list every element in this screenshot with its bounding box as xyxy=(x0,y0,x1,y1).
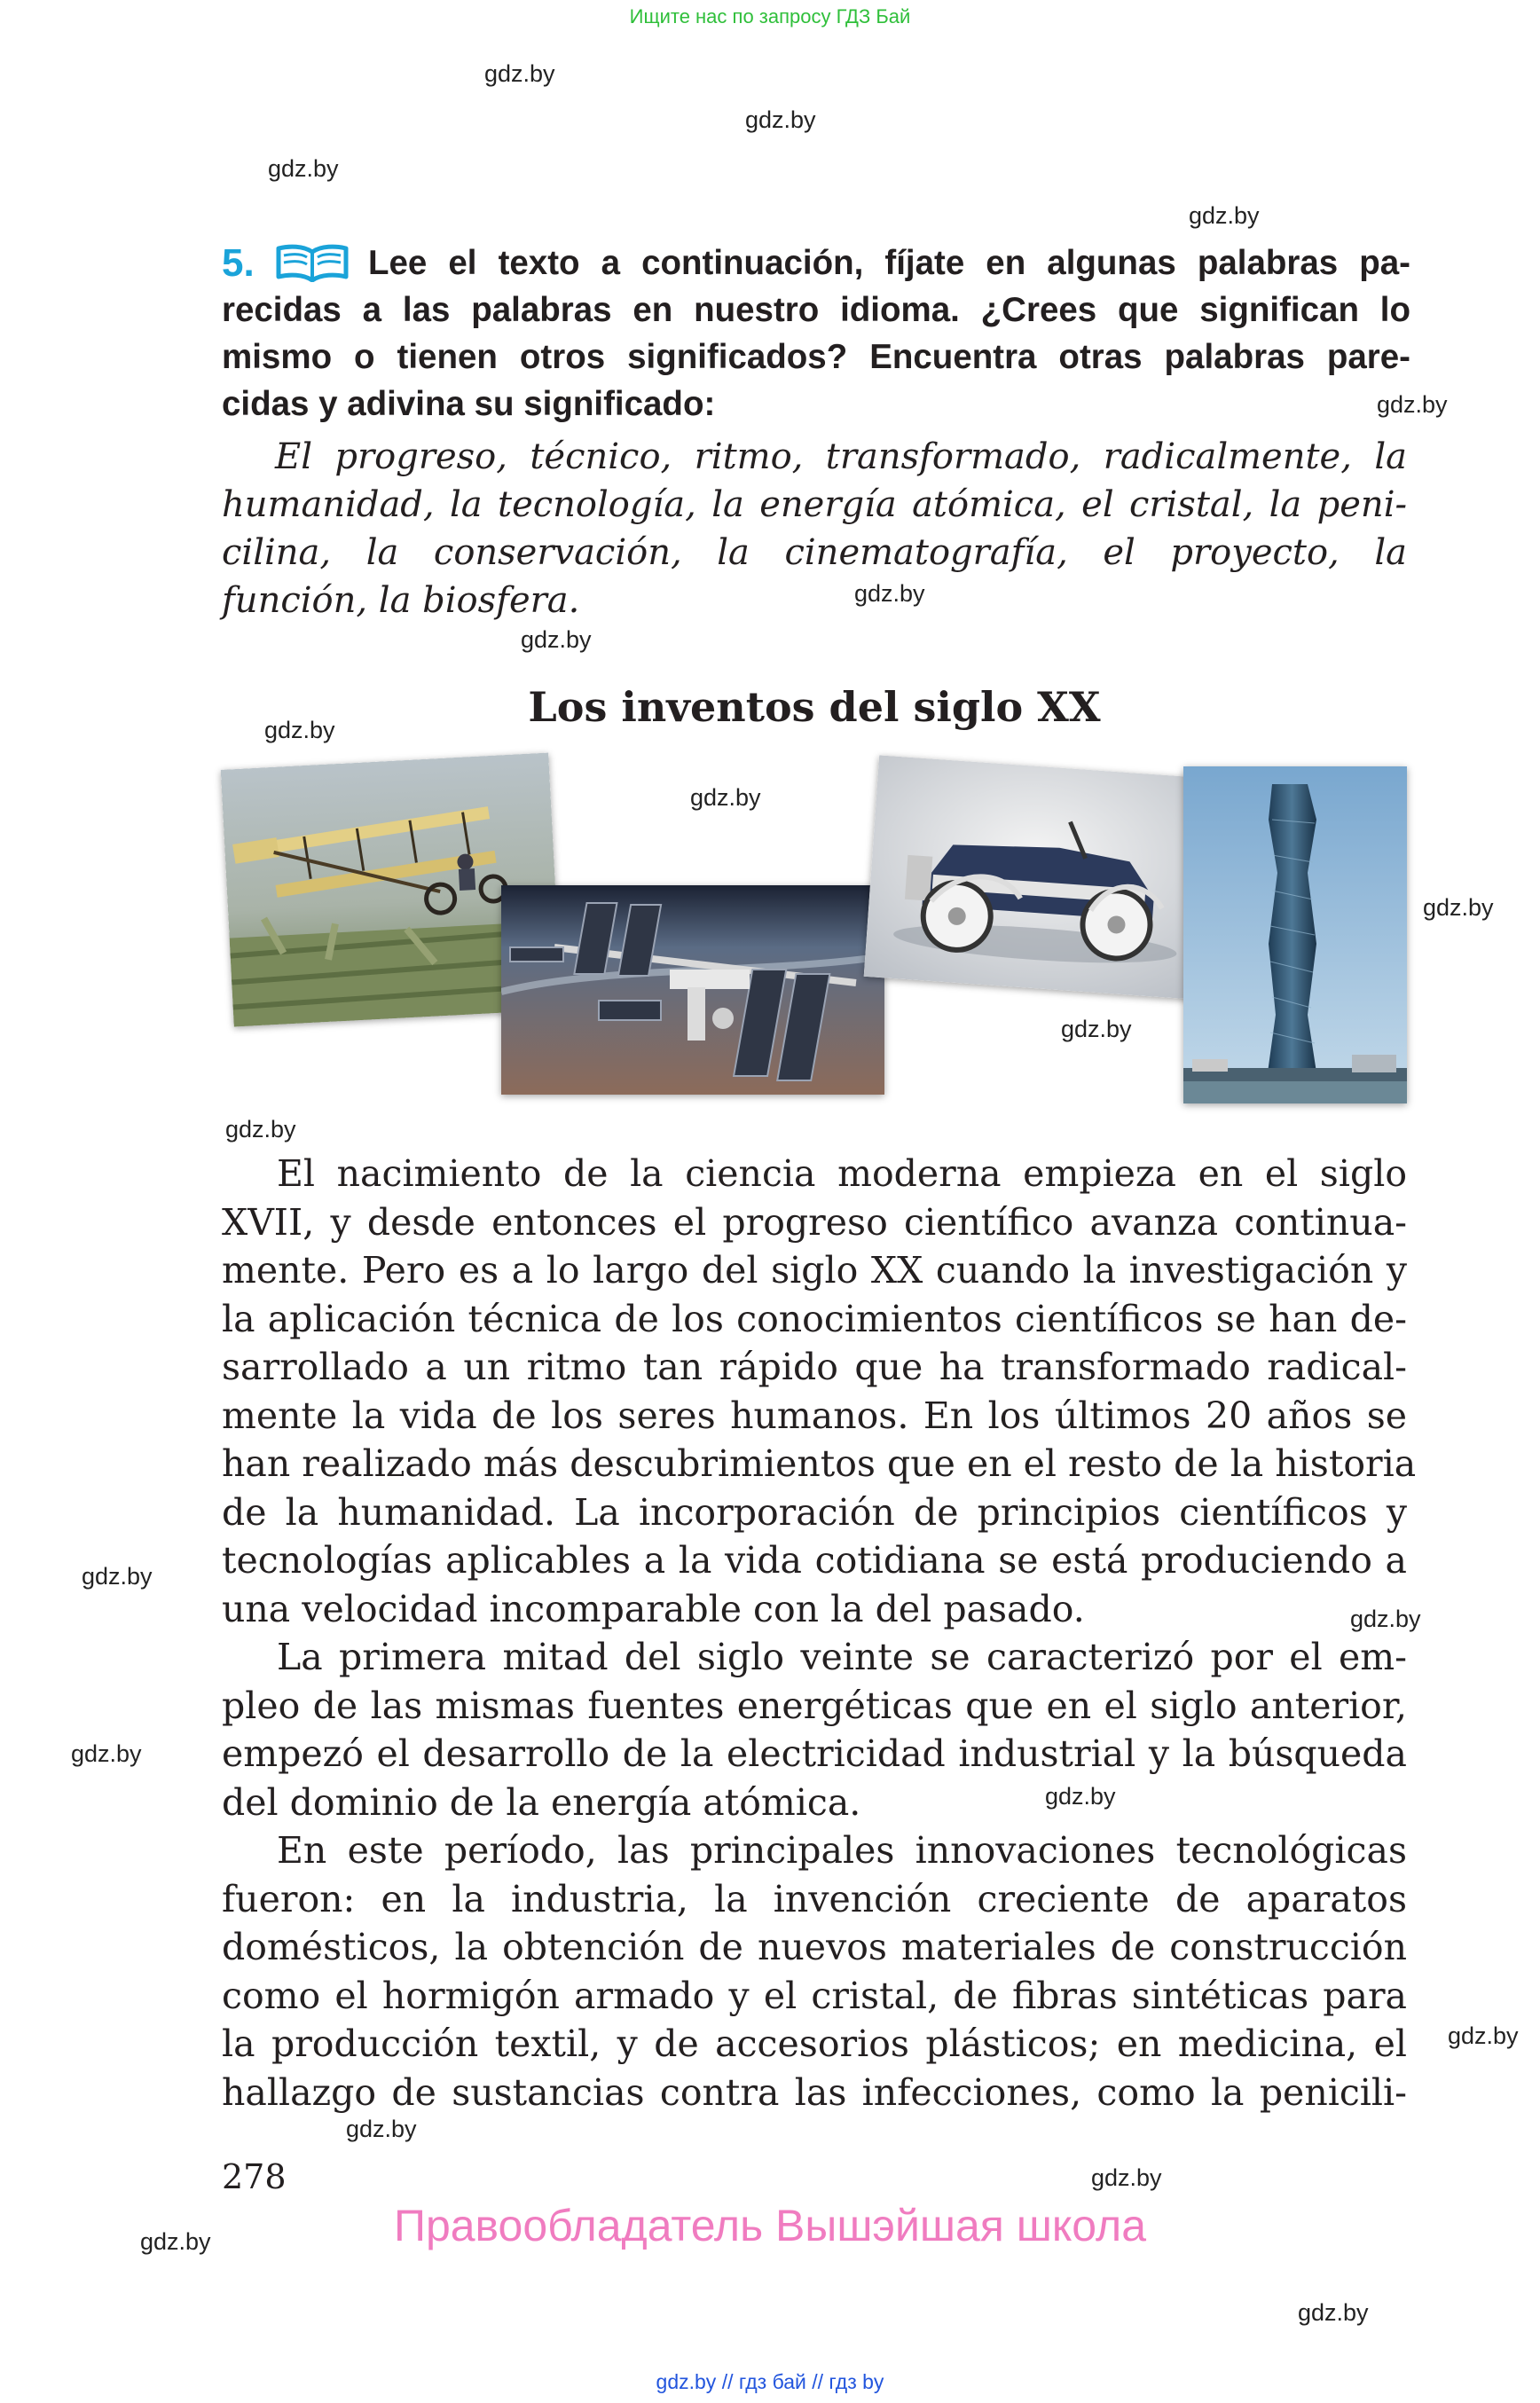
text-line: de la humanidad. La incorporación de principios científicos y xyxy=(222,1490,1407,1534)
watermark: gdz.by xyxy=(484,60,555,87)
text-line: pleo de las mismas fuentes energéticas que en el siglo anterior, xyxy=(222,1684,1407,1727)
watermark: gdz.by xyxy=(1091,2164,1162,2191)
watermark: gdz.by xyxy=(71,1740,142,1767)
watermark: gdz.by xyxy=(1045,1783,1116,1810)
task-line: cidas y adivina su significado: xyxy=(222,385,716,423)
watermark: gdz.by xyxy=(854,580,925,607)
watermark: gdz.by xyxy=(264,717,335,743)
footer-links[interactable]: gdz.by // гдз бай // гдз by xyxy=(656,2370,884,2393)
text-line: domésticos, la obtención de nuevos materiales de construcción xyxy=(222,1926,1407,1968)
task-5 xyxy=(222,240,1410,428)
watermark: gdz.by xyxy=(1448,2022,1519,2049)
text-line: del dominio de la energía atómica. xyxy=(222,1780,861,1824)
task-number: 5. xyxy=(222,241,255,285)
watermark: gdz.by xyxy=(1350,1606,1421,1632)
text-line: la producción textil, y de accesorios plásticos; en medicina, el xyxy=(222,2022,1407,2065)
watermark: gdz.by xyxy=(1189,202,1260,229)
watermark: gdz.by xyxy=(745,106,816,133)
text-line: hallazgo de sustancias contra las infecciones, como la penicili- xyxy=(222,2070,1407,2114)
word-list-line: función, la biosfera. xyxy=(222,580,580,621)
task-line: recidas a las palabras en nuestro idioma. ¿Crees que significan lo xyxy=(222,291,1410,329)
space-station-icon xyxy=(501,885,884,1095)
word-list-line: cilina, la conservación, la cinematografía, el proyecto, la xyxy=(222,532,1407,573)
watermark: gdz.by xyxy=(225,1116,296,1143)
watermark: gdz.by xyxy=(1377,391,1448,418)
text-line: La primera mitad del siglo veinte se caracterizó por el em- xyxy=(277,1636,1407,1678)
text-line: como el hormigón armado y el cristal, de fibras sintéticas para xyxy=(222,1974,1407,2017)
top-search-banner[interactable]: Ищите нас по запросу ГДЗ Бай xyxy=(629,5,911,27)
body-paragraph xyxy=(222,1150,1417,2116)
skyscraper-photo xyxy=(1183,766,1407,1103)
word-list-line: humanidad, la tecnología, la energía atómica, el cristal, la peni- xyxy=(222,484,1407,525)
text-line: mente la vida de los seres humanos. En los últimos 20 años se xyxy=(222,1394,1407,1437)
text-line: En este período, las principales innovaciones tecnológicas xyxy=(277,1829,1407,1872)
text-line: tecnologías aplicables a la vida cotidiana se está produciendo a xyxy=(222,1539,1407,1582)
copyright-footer: Правообладатель Вышэйшая школа xyxy=(394,2201,1146,2250)
text-line: XVII, y desde entonces el progreso científico avanza continua- xyxy=(222,1200,1407,1244)
watermark: gdz.by xyxy=(1423,894,1494,921)
text-line: la aplicación técnica de los conocimientos científicos se han de- xyxy=(222,1297,1407,1340)
watermark: gdz.by xyxy=(82,1563,153,1590)
space-station-photo xyxy=(501,885,884,1095)
word-list-line: El progreso, técnico, ritmo, transformado, radicalmente, la xyxy=(275,436,1407,477)
text-line: una velocidad incomparable con la del pasado. xyxy=(222,1587,1085,1630)
task-line: Lee el texto a continuación, fíjate en algunas palabras pa- xyxy=(368,244,1410,282)
page-number: 278 xyxy=(222,2157,287,2196)
text-line: sarrollado a un ritmo tan rápido que ha transformado radical- xyxy=(222,1346,1407,1388)
open-book-icon xyxy=(275,243,350,294)
text-line: empezó el desarrollo de la electricidad industrial y la búsqueda xyxy=(222,1732,1407,1775)
text-line: mente. Pero es a lo largo del siglo XX cuando la investigación y xyxy=(222,1249,1407,1292)
watermark: gdz.by xyxy=(690,784,761,811)
vintage-car-icon xyxy=(864,755,1209,999)
text-line: fueron: en la industria, la invención creciente de aparatos xyxy=(222,1877,1407,1920)
text-line: El nacimiento de la ciencia moderna empieza en el siglo xyxy=(277,1152,1407,1195)
text-line: han realizado más descubrimientos que en el resto de la historia xyxy=(222,1442,1417,1485)
watermark: gdz.by xyxy=(346,2116,417,2142)
vintage-car-photo xyxy=(864,755,1209,999)
skyscraper-icon xyxy=(1183,766,1407,1103)
watermark: gdz.by xyxy=(521,626,592,653)
watermark: gdz.by xyxy=(1298,2299,1369,2326)
task-line: mismo o tienen otros significados? Encuentra otras palabras pare- xyxy=(222,338,1410,376)
section-title: Los inventos del siglo XX xyxy=(528,683,1101,731)
watermark: gdz.by xyxy=(1061,1016,1132,1042)
watermark: gdz.by xyxy=(268,155,339,182)
watermark: gdz.by xyxy=(140,2228,211,2255)
word-list xyxy=(222,433,1407,624)
